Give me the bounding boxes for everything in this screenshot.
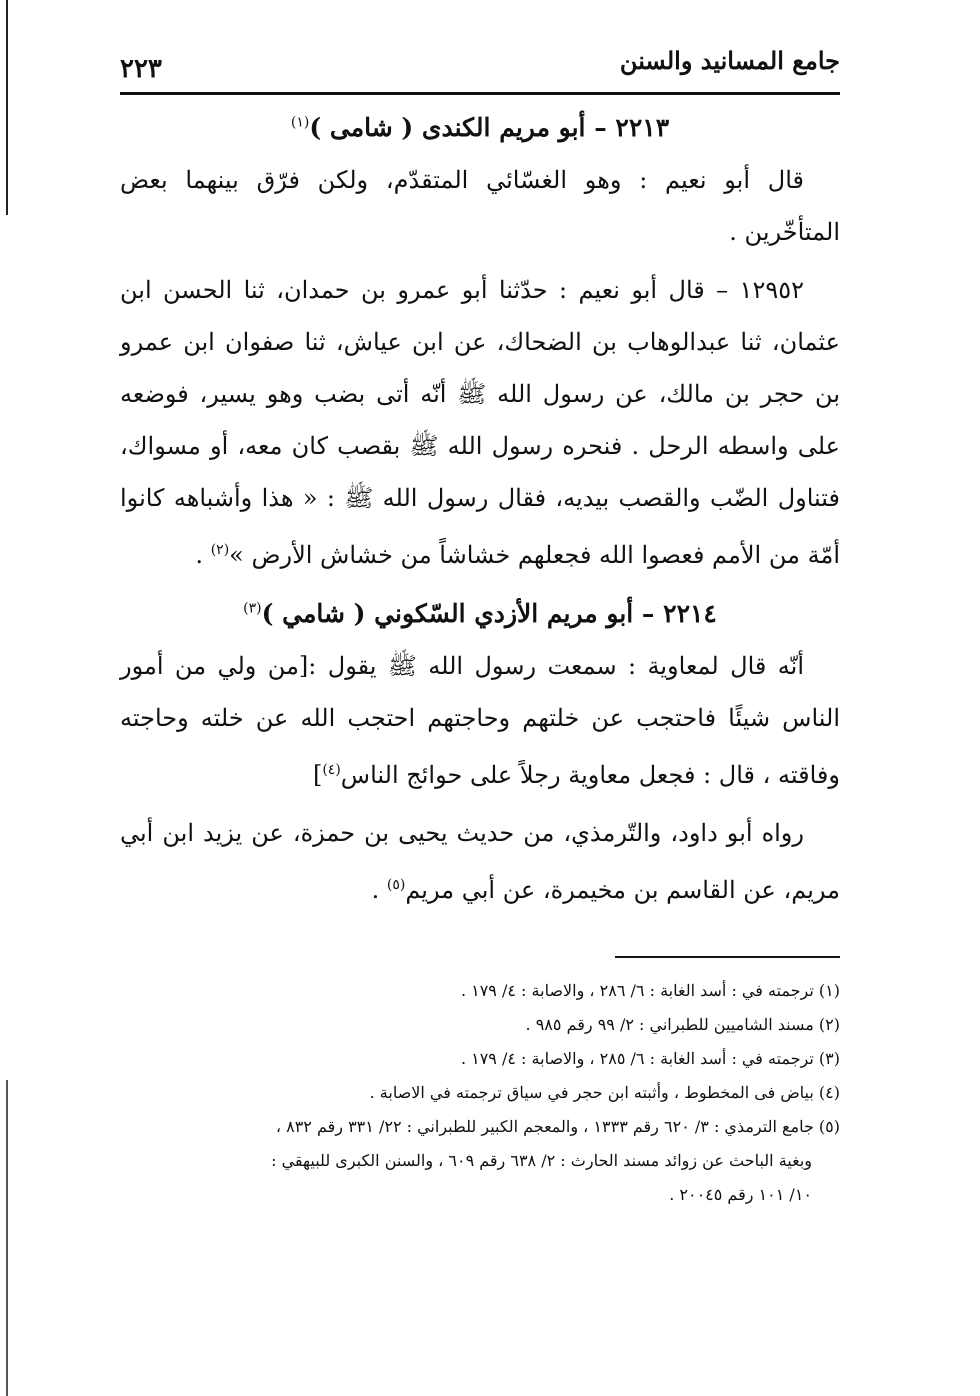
entry-heading-text: ٢٢١٤ – أبو مريم الأزدي السّكوني ( شامي ) (261, 599, 717, 628)
footnote: (٥) جامع الترمذي : ٣/ ٦٢٠ رقم ١٣٣٣ ، والمعجم الكبير للطبراني : ٢٢/ ٣٣١ رقم ٨٣٢ ، (275, 1117, 840, 1136)
running-title: جامع المسانيد والسنن (619, 46, 840, 75)
entry-heading-text: ٢٢١٣ – أبو مريم الكندى ( شامى ) (309, 113, 670, 142)
footnote-continuation: ١٠/ ١٠١ رقم ٢٠٠٤٥ . (669, 1185, 812, 1204)
hadith-text: ١٢٩٥٢ – قال أبو نعيم : حدّثنا أبو عمرو بن حمدان، ثنا الحسن ابن عثمان، ثنا عبدالوهاب بن الضحاك، عن ابن عياش، ثنا صفوان ابن عمرو بن حجر بن مالك، عن رسول الله ﷺ أنّه أتى بضب وهو يسير، فوضعه على واسطه الرحل . فنحره رسول الله ﷺ بقصب كان معه، أو مسواك، فتناول الضّب والقصب بيديه، فقال رسول الله ﷺ : « هذا وأشباهه كانوا أمّة من الأمم فعصوا الله فجعلهم خشاشاً من خشاش الأرض » (120, 276, 840, 569)
page-edge-line (6, 1080, 8, 1396)
footnote: (١) ترجمته في : أسد الغابة : ٦/ ٢٨٦ ، والاصابة : ٤/ ١٧٩ . (460, 981, 840, 1000)
page-header (120, 40, 840, 95)
hadith-text: أنّه قال لمعاوية : سمعت رسول الله ﷺ يقول :[من ولي من أمور الناس شيئًا فاحتجب عن خلتهم وحاجتهم احتجب الله عن خلته وحاجته وفاقته ، قال : فجعل معاوية رجلاً على حوائج الناس (120, 652, 840, 789)
footnote-ref: (١) (290, 114, 310, 131)
page-number: ٢٢٣ (120, 54, 162, 84)
footnote-ref: (٥) (386, 877, 406, 893)
document-page (120, 40, 840, 1212)
hadith-paragraph (120, 264, 840, 581)
footnote-ref: (٢) (210, 542, 230, 558)
footnote: (٣) ترجمته في : أسد الغابة : ٦/ ٢٨٥ ، والاصابة : ٤/ ١٧٩ . (460, 1049, 840, 1068)
entry-heading (120, 599, 840, 628)
footnote-ref: (٣) (243, 600, 262, 617)
hadith-paragraph (120, 640, 840, 801)
footnote: (٢) مسند الشاميين للطبراني : ٢/ ٩٩ رقم ٩٨٥ . (525, 1015, 840, 1034)
narration-text: رواه أبو داود، والتّرمذي، من حديث يحيى بن حمزة، عن يزيد ابن أبي مريم، عن القاسم بن مخيمرة، عن أبي مريم (120, 819, 840, 904)
footnote-ref: (٤) (322, 762, 341, 778)
paragraph: قال أبو نعيم : وهو الغسّائي المتقدّم، ولكن فرّق بينهما بعض المتأخّرين . (120, 166, 840, 246)
paragraph-end: . (371, 876, 387, 904)
footnote: (٤) بياض فى المخطوط ، وأثبته ابن حجر في سياق ترجمته في الاصابة . (369, 1083, 840, 1102)
footnote-continuation: وبغية الباحث عن زوائد مسند الحارث : ٢/ ٦٣٨ رقم ٦٠٩ ، والسنن الكبرى للبيهقي : (271, 1151, 812, 1170)
entry-heading (120, 113, 840, 142)
paragraph-end: ] (312, 761, 323, 789)
narration-paragraph (120, 807, 840, 916)
paragraph-end: . (195, 541, 211, 569)
page-edge-line (6, 0, 8, 215)
footnotes (120, 974, 840, 1212)
footnote-separator (615, 956, 840, 958)
